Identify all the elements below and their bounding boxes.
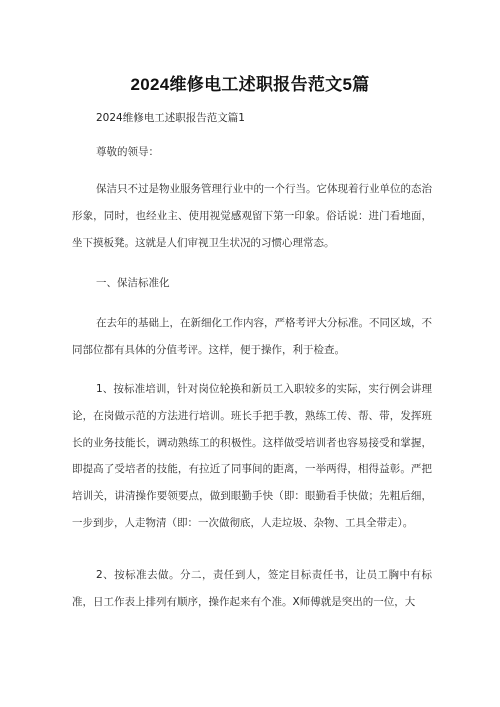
paragraph-execution: 2、按标准去做。分二，责任到人，签定目标责任书，让员工胸中有标准，日工作表上排列有顺序，操作起来有个准。X师傅就是突出的一位，大	[72, 569, 432, 608]
paragraph-standards: 在去年的基础上，在新细化工作内容，严格考评大分标准。不同区域，不同部位都有具体的分值考评。这样，便于操作，利于检查。	[72, 317, 432, 356]
salutation: 尊敬的领导：	[96, 146, 159, 158]
paragraph-intro: 保洁只不过是物业服务管理行业中的一个行当。它体现着行业单位的态治形象，同时，也经业主、使用视觉感观留下第一印象。俗话说：进门看地面，坐下摸板凳。这就是人们审视卫生状况的习惯心理常态。	[72, 183, 432, 249]
document-title: 2024维修电工述职报告范文5篇	[130, 75, 370, 94]
section-heading: 一、保洁标准化	[96, 277, 170, 289]
document-subtitle: 2024维修电工述职报告范文篇1	[96, 112, 245, 124]
paragraph-training: 1、按标准培训，针对岗位轮换和新员工入职较多的实际，实行例会讲理论，在岗做示范的方法进行培训。班长手把手教，熟练工传、帮、带，发挥班长的业务技能长，调动熟练工的积极性。这样做受培训者也容易接受和掌握，即提高了受培者的技能，有拉近了同事间的距离，一举两得，相得益彰。严把培训关，讲清操作要领要点，做到眼勤手快（即：眼勤看手快做；先粗后细，一步到步，人走物清（即：一次做彻底，人走垃圾、杂物、工具全带走）。	[72, 383, 432, 529]
